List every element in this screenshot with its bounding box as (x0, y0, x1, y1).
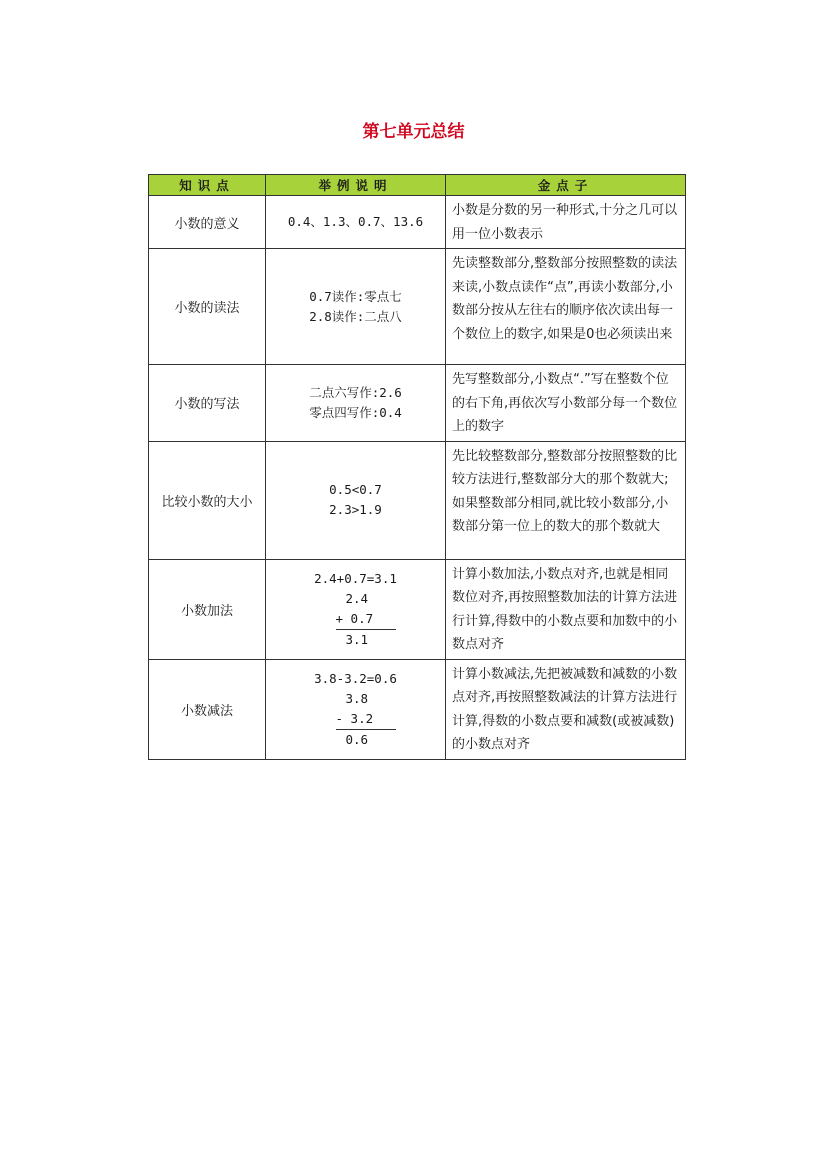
page-title: 第七单元总结 (362, 122, 465, 142)
tip-cell: 小数是分数的另一种形式,十分之几可以用一位小数表示 (446, 196, 686, 249)
vertical-calculation (316, 689, 396, 750)
example-cell (266, 441, 446, 559)
equation-line: 2.4+0.7=3.1 (314, 570, 397, 586)
knowledge-cell: 小数减法 (149, 659, 266, 759)
tip-cell: 先写整数部分,小数点“.”写在整数个位的右下角,再依次写小数部分每一个数位上的数字 (446, 365, 686, 442)
knowledge-cell: 小数的读法 (149, 249, 266, 365)
example-line: 二点六写作:2.6 (309, 384, 402, 400)
table-row (149, 659, 686, 759)
table-header-row (149, 175, 686, 196)
example-cell (266, 659, 446, 759)
summary-table (148, 174, 686, 760)
example-cell (266, 196, 446, 249)
example-cell (266, 249, 446, 365)
table-row (149, 559, 686, 659)
table-row (149, 441, 686, 559)
knowledge-cell: 小数加法 (149, 559, 266, 659)
table-row (149, 365, 686, 442)
knowledge-cell: 小数的意义 (149, 196, 266, 249)
tip-cell: 计算小数减法,先把被减数和减数的小数点对齐,再按照整数减法的计算方法进行计算,得数的小数点要和减数(或被减数)的小数点对齐 (446, 659, 686, 759)
header-tip: 金点子 (446, 175, 686, 196)
vertical-calculation (316, 589, 396, 650)
example-line: 0.7读作:零点七 (309, 288, 402, 304)
example-line: 0.5<0.7 (329, 482, 382, 497)
operand-line: + 0.7 (336, 609, 396, 630)
example-line: 2.8读作:二点八 (309, 308, 402, 324)
knowledge-cell: 比较小数的大小 (149, 441, 266, 559)
example-line: 零点四写作:0.4 (309, 404, 402, 420)
tip-cell: 先读整数部分,整数部分按照整数的读法来读,小数点读作“点”,再读小数部分,小数部分按从左往右的顺序依次读出每一个数位上的数字,如果是0也必须读出来 (446, 249, 686, 365)
table-row (149, 196, 686, 249)
result-line: 0.6 (345, 731, 369, 747)
operand-line: 2.4 (345, 590, 369, 606)
example-line: 2.3>1.9 (329, 502, 382, 517)
header-example: 举例说明 (266, 175, 446, 196)
operand-line: - 3.2 (336, 709, 396, 730)
example-line: 0.4、1.3、0.7、13.6 (287, 214, 424, 229)
result-line: 3.1 (345, 631, 369, 647)
table-row (149, 249, 686, 365)
equation-line: 3.8-3.2=0.6 (314, 670, 397, 686)
knowledge-cell: 小数的写法 (149, 365, 266, 442)
tip-cell: 计算小数加法,小数点对齐,也就是相同数位对齐,再按照整数加法的计算方法进行计算,得数中的小数点要和加数中的小数点对齐 (446, 559, 686, 659)
operand-line: 3.8 (345, 690, 369, 706)
example-cell (266, 559, 446, 659)
tip-cell: 先比较整数部分,整数部分按照整数的比较方法进行,整数部分大的那个数就大;如果整数部分相同,就比较小数部分,小数部分第一位上的数大的那个数就大 (446, 441, 686, 559)
header-knowledge: 知识点 (149, 175, 266, 196)
example-cell (266, 365, 446, 442)
